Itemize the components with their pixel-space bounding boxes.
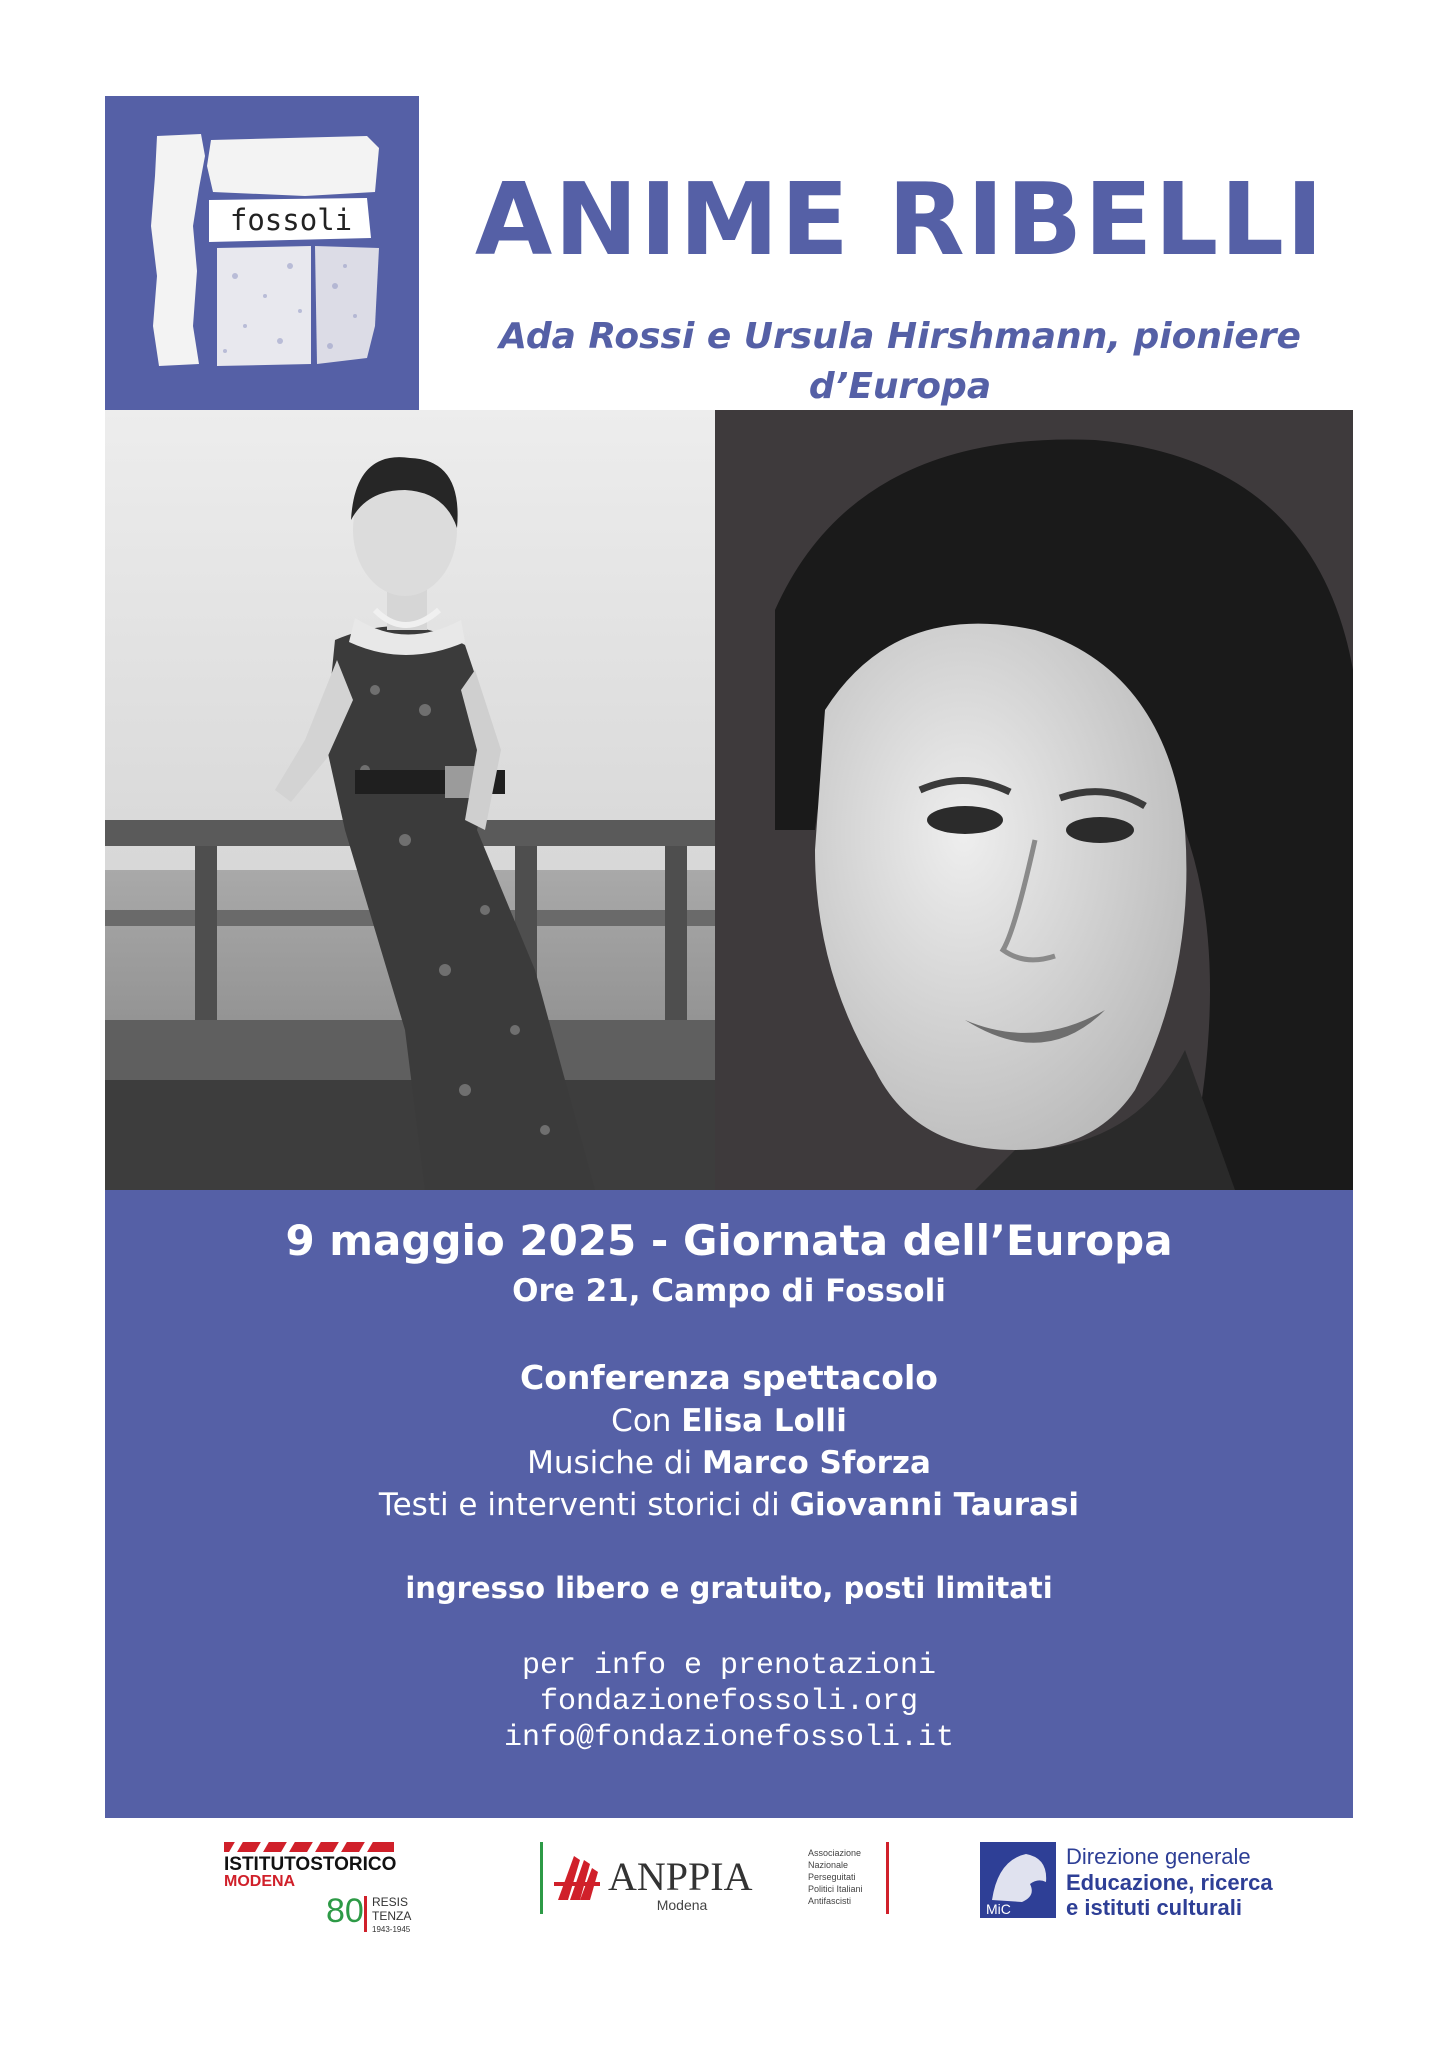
mic-logo bbox=[978, 1838, 1318, 1922]
event-info-panel bbox=[105, 1190, 1353, 1818]
svg-text:80: 80 bbox=[326, 1892, 364, 1930]
texts-name: Giovanni Taurasi bbox=[789, 1487, 1080, 1523]
svg-text:Educazione, ricerca: Educazione, ricerca bbox=[1066, 1870, 1273, 1895]
svg-text:TENZA: TENZA bbox=[372, 1909, 412, 1923]
svg-text:Politici Italiani: Politici Italiani bbox=[808, 1884, 863, 1894]
page-title: ANIME RIBELLI bbox=[474, 161, 1326, 278]
svg-text:Modena: Modena bbox=[656, 1897, 708, 1913]
email-link[interactable]: info@fondazionefossoli.it bbox=[503, 1721, 955, 1755]
svg-text:Nazionale: Nazionale bbox=[808, 1860, 849, 1870]
page-subtitle: Ada Rossi e Ursula Hirshmann, pioniere d’Europa bbox=[499, 316, 1301, 407]
event-entry: ingresso libero e gratuito, posti limitati bbox=[405, 1571, 1053, 1605]
performer-name: Elisa Lolli bbox=[681, 1403, 847, 1439]
svg-text:1943-1945: 1943-1945 bbox=[372, 1925, 411, 1934]
texts-label: Testi e interventi storici di bbox=[378, 1487, 780, 1523]
svg-text:MODENA: MODENA bbox=[224, 1873, 296, 1890]
music-label: Musiche di bbox=[527, 1445, 693, 1481]
svg-text:MiC: MiC bbox=[986, 1901, 1011, 1917]
istituto-storico-logo bbox=[222, 1840, 442, 1940]
event-date: 9 maggio 2025 - Giornata dell’Europa bbox=[285, 1216, 1173, 1265]
event-format: Conferenza spettacolo bbox=[520, 1358, 938, 1397]
svg-text:ISTITUTOSTORICO: ISTITUTOSTORICO bbox=[224, 1854, 397, 1875]
svg-text:Direzione generale: Direzione generale bbox=[1066, 1844, 1251, 1869]
fossoli-logo-graphic bbox=[105, 96, 419, 410]
svg-text:Perseguitati: Perseguitati bbox=[808, 1872, 856, 1882]
event-texts bbox=[105, 1484, 1353, 1526]
event-performer bbox=[105, 1400, 1353, 1442]
svg-text:Antifascisti: Antifascisti bbox=[808, 1896, 852, 1906]
photo-ursula-hirschmann bbox=[715, 410, 1353, 1190]
fossoli-logo-text: fossoli bbox=[229, 203, 353, 237]
svg-text:RESIS: RESIS bbox=[372, 1895, 409, 1909]
fossoli-logo bbox=[105, 96, 419, 410]
info-label: per info e prenotazioni bbox=[521, 1649, 937, 1683]
website-link[interactable]: fondazionefossoli.org bbox=[539, 1685, 919, 1719]
svg-text:e istituti culturali: e istituti culturali bbox=[1066, 1895, 1243, 1920]
photo-ada-rossi bbox=[105, 410, 715, 1190]
event-time-place: Ore 21, Campo di Fossoli bbox=[512, 1273, 946, 1309]
event-music bbox=[105, 1442, 1353, 1484]
music-name: Marco Sforza bbox=[702, 1445, 931, 1481]
anppia-logo bbox=[540, 1838, 900, 1918]
performer-label: Con bbox=[611, 1403, 672, 1439]
svg-text:ANPPIA: ANPPIA bbox=[608, 1854, 753, 1899]
svg-text:Associazione: Associazione bbox=[808, 1848, 862, 1858]
